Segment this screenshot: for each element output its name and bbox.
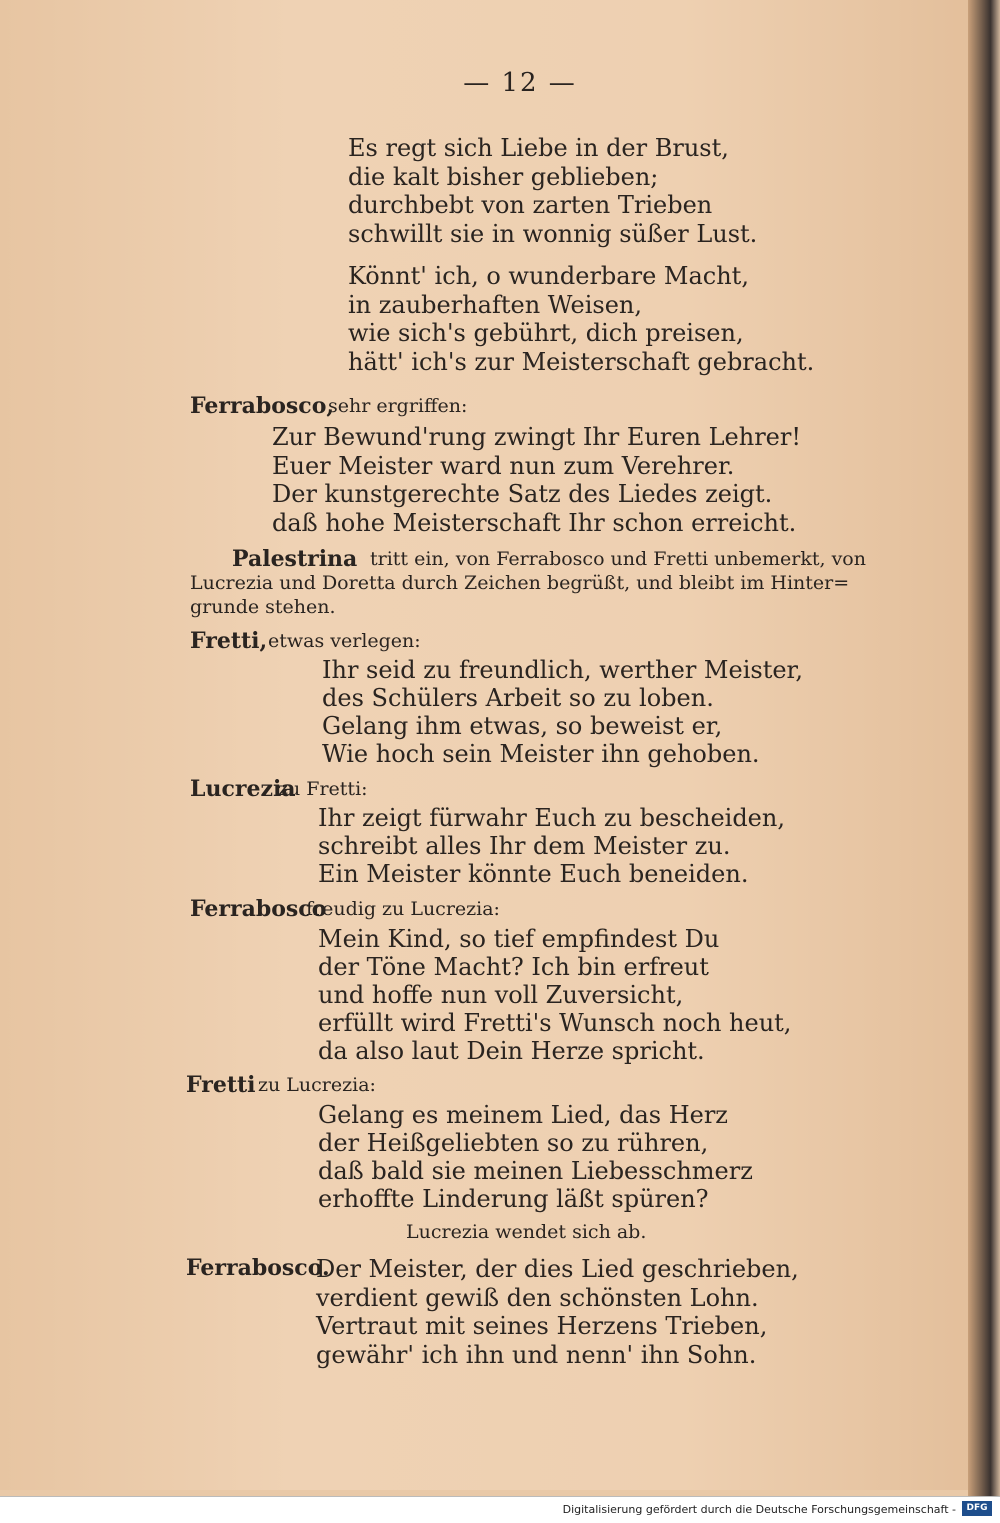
speaker-name: Ferrabosco bbox=[190, 896, 327, 922]
book-spine bbox=[968, 0, 1000, 1500]
verse-line: Wie hoch sein Meister ihn gehoben. bbox=[322, 740, 760, 768]
verse-line: daß bald sie meinen Liebesschmerz bbox=[318, 1157, 753, 1185]
verse-line: Ihr zeigt fürwahr Euch zu bescheiden, bbox=[318, 804, 785, 832]
verse-line: erfüllt wird Fretti's Wunsch noch heut, bbox=[318, 1009, 792, 1037]
speaker-name: Fretti, bbox=[190, 628, 268, 654]
verse-line: Der kunstgerechte Satz des Liedes zeigt. bbox=[272, 480, 773, 508]
verse-line: gewähr' ich ihn und nenn' ihn Sohn. bbox=[316, 1341, 757, 1369]
footer-credit: Digitalisierung gefördert durch die Deutsche Forschungsgemeinschaft - bbox=[562, 1503, 956, 1516]
stage-direction: Lucrezia wendet sich ab. bbox=[406, 1221, 647, 1243]
verse-line: Könnt' ich, o wunderbare Macht, bbox=[348, 262, 749, 290]
verse-line: daß hohe Meisterschaft Ihr schon erreicht. bbox=[272, 509, 797, 537]
verse-line: Mein Kind, so tief empfindest Du bbox=[318, 925, 720, 953]
stage-direction: Lucrezia und Doretta durch Zeichen begrüßt, und bleibt im Hinter= bbox=[190, 572, 850, 594]
verse-line: erhoffte Linderung läßt spüren? bbox=[318, 1185, 709, 1213]
verse-line: wie sich's gebührt, dich preisen, bbox=[348, 319, 744, 347]
stage-direction: sehr ergriffen: bbox=[328, 395, 468, 417]
verse-line: Euer Meister ward nun zum Verehrer. bbox=[272, 452, 735, 480]
stage-direction: freudig zu Lucrezia: bbox=[306, 898, 500, 920]
verse-line: Gelang es meinem Lied, das Herz bbox=[318, 1101, 728, 1129]
stage-direction: zu Fretti: bbox=[278, 778, 368, 800]
verse-line: und hoffe nun voll Zuversicht, bbox=[318, 981, 684, 1009]
dfg-logo: DFG bbox=[962, 1501, 992, 1516]
verse-line: hätt' ich's zur Meisterschaft gebracht. bbox=[348, 348, 815, 376]
speaker-name: Fretti bbox=[186, 1072, 256, 1098]
page-number: — 12 — bbox=[463, 68, 577, 98]
verse-line: Ihr seid zu freundlich, werther Meister, bbox=[322, 656, 804, 684]
verse-line: Gelang ihm etwas, so beweist er, bbox=[322, 712, 723, 740]
speaker-name: Ferrabosco. bbox=[186, 1255, 330, 1281]
verse-line: Ein Meister könnte Euch beneiden. bbox=[318, 860, 749, 888]
verse-line: Vertraut mit seines Herzens Trieben, bbox=[316, 1312, 768, 1340]
verse-line: Es regt sich Liebe in der Brust, bbox=[348, 134, 729, 162]
verse-line: die kalt bisher geblieben; bbox=[348, 163, 659, 191]
verse-line: in zauberhaften Weisen, bbox=[348, 291, 642, 319]
stage-direction: etwas verlegen: bbox=[268, 630, 421, 652]
verse-line: durchbebt von zarten Trieben bbox=[348, 191, 713, 219]
verse-line: schwillt sie in wonnig süßer Lust. bbox=[348, 220, 758, 248]
speaker-name: Lucrezia bbox=[190, 776, 296, 802]
verse-line: der Heißgeliebten so zu rühren, bbox=[318, 1129, 709, 1157]
verse-line: da also laut Dein Herze spricht. bbox=[318, 1037, 705, 1065]
verse-line: des Schülers Arbeit so zu loben. bbox=[322, 684, 714, 712]
verse-line: schreibt alles Ihr dem Meister zu. bbox=[318, 832, 731, 860]
footer-bar bbox=[0, 1496, 1000, 1523]
stage-direction: zu Lucrezia: bbox=[258, 1074, 376, 1096]
verse-line: verdient gewiß den schönsten Lohn. bbox=[316, 1284, 759, 1312]
verse-line: der Töne Macht? Ich bin erfreut bbox=[318, 953, 709, 981]
verse-line: Der Meister, der dies Lied geschrieben, bbox=[316, 1255, 799, 1283]
verse-line: Zur Bewund'rung zwingt Ihr Euren Lehrer! bbox=[272, 423, 801, 451]
stage-direction-name: Palestrina bbox=[232, 546, 358, 572]
stage-direction: tritt ein, von Ferrabosco und Fretti unbemerkt, von bbox=[370, 548, 866, 570]
stage-direction: grunde stehen. bbox=[190, 596, 336, 618]
speaker-name: Ferrabosco, bbox=[190, 393, 335, 419]
